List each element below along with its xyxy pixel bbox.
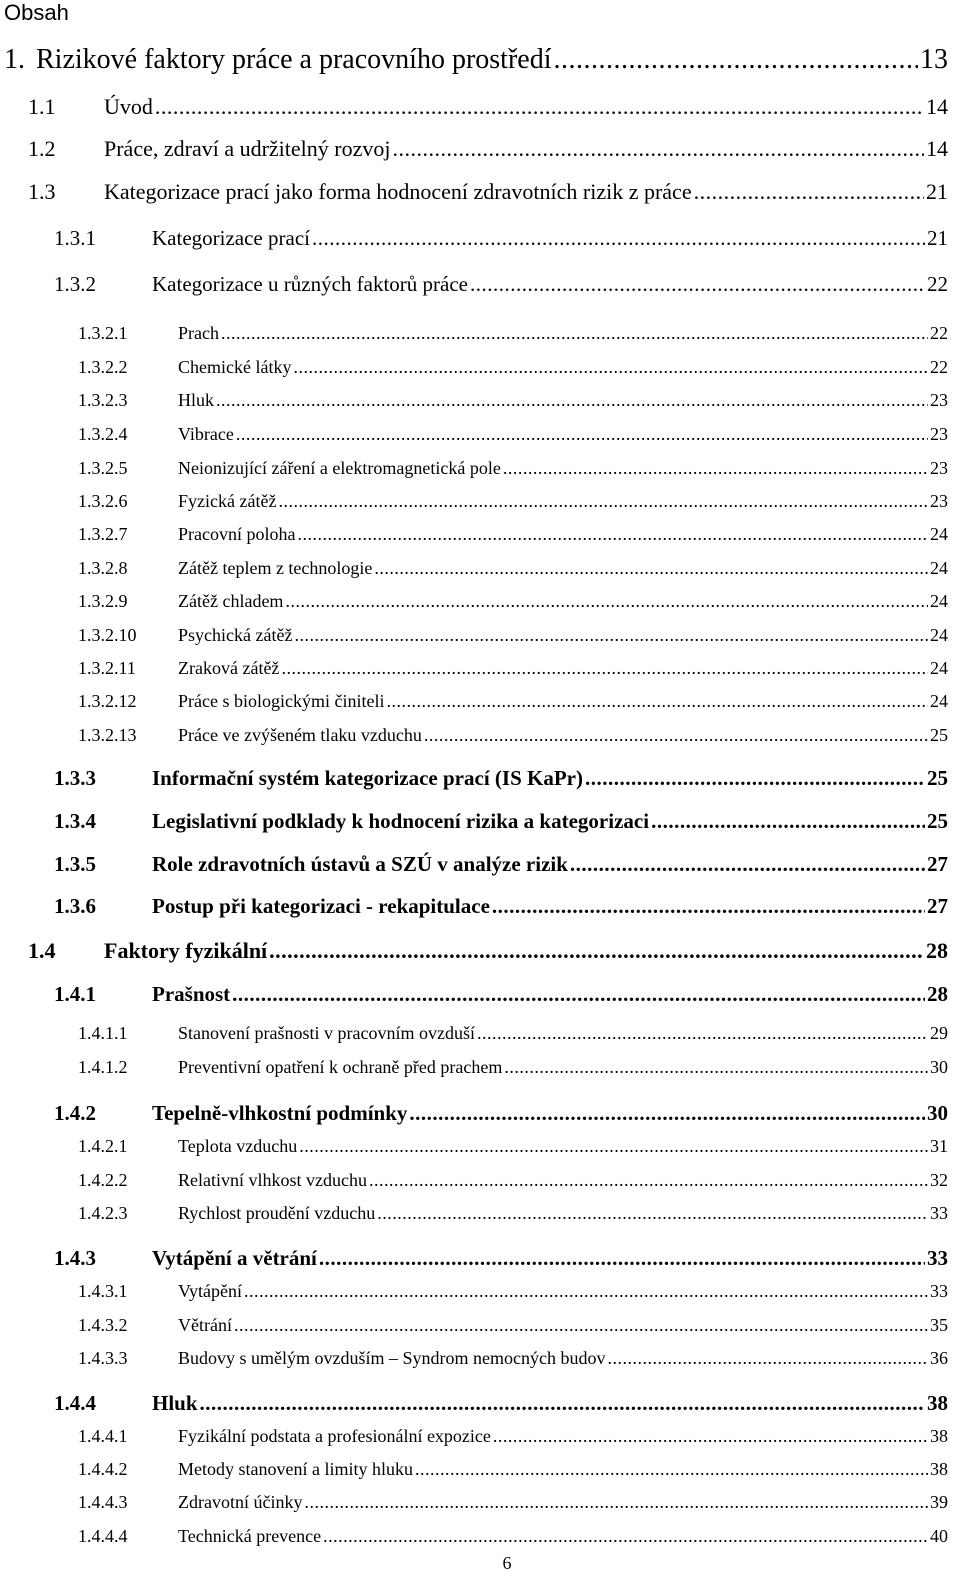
toc-dot-leader <box>377 1202 928 1224</box>
toc-entry-title: Zátěž teplem z technologie <box>178 558 373 578</box>
toc-entry-number: 1.3.2.12 <box>78 691 137 711</box>
toc-entry-page: 21 <box>927 226 948 250</box>
toc-entry-title: Rychlost proudění vzduchu <box>178 1203 376 1223</box>
toc-dot-leader <box>319 1246 925 1271</box>
toc-entry-number: 1.4.2 <box>54 1101 96 1125</box>
toc-dot-leader <box>200 1391 925 1416</box>
toc-entry-title: Práce s biologickými činiteli <box>178 691 385 711</box>
toc-entry-title: Prach <box>178 323 219 343</box>
toc-entry-number: 1.3.6 <box>54 894 96 918</box>
toc-entry-title: Hluk <box>178 390 214 410</box>
toc-dot-leader <box>293 356 928 378</box>
toc-dot-leader <box>216 389 928 411</box>
toc-entry-number: 1.1 <box>28 94 56 119</box>
toc-entry-title: Stanovení prašnosti v pracovním ovzduší <box>178 1023 475 1043</box>
toc-dot-leader <box>323 1525 928 1547</box>
toc-dot-leader <box>607 1347 928 1369</box>
toc-dot-leader <box>294 624 928 646</box>
toc-entry-number: 1.4.3 <box>54 1246 96 1270</box>
toc-entry-title: Prašnost <box>152 982 231 1006</box>
toc-entry-number: 1.4.1.1 <box>78 1023 128 1043</box>
toc-entry-page: 22 <box>930 323 948 343</box>
toc-entry-number: 1.3 <box>28 179 56 204</box>
toc-entry-page: 35 <box>930 1315 948 1335</box>
toc-entry-page: 22 <box>930 357 948 377</box>
toc-entry-title: Legislativní podklady k hodnocení rizika a kategorizaci <box>152 809 650 833</box>
toc-entry-number: 1.3.2.8 <box>78 558 128 578</box>
toc-entry-title: Tepelně-vlhkostní podmínky <box>152 1101 408 1125</box>
toc-dot-leader <box>424 724 928 746</box>
toc-entry-number: 1.4.1 <box>54 982 96 1006</box>
toc-dot-leader <box>244 1280 928 1302</box>
toc-entry-page: 13 <box>920 44 948 75</box>
page-number: 6 <box>502 1553 512 1573</box>
toc-entry-number: 1.4.2.1 <box>78 1136 128 1156</box>
toc-entry-title: Faktory fyzikální <box>104 938 268 963</box>
toc-entry-page: 38 <box>930 1426 948 1446</box>
toc-entry-number: 1.3.2.6 <box>78 491 128 511</box>
toc-dot-leader <box>297 523 928 545</box>
toc-entry-page: 14 <box>926 94 948 119</box>
toc-dot-leader <box>312 226 925 251</box>
toc-dot-leader <box>694 179 924 205</box>
toc-entry-page: 40 <box>930 1526 948 1546</box>
toc-entry-page: 25 <box>927 766 948 790</box>
toc-dot-leader <box>570 852 925 877</box>
toc-entry-page: 23 <box>930 491 948 511</box>
toc-entry-number: 1.3.2.7 <box>78 524 128 544</box>
toc-dot-leader <box>392 136 924 162</box>
toc-dot-leader <box>493 1425 928 1447</box>
toc-entry-title: Budovy s umělým ovzduším – Syndrom nemocných budov <box>178 1348 606 1368</box>
toc-entry-number: 1.4 <box>28 938 56 963</box>
toc-entry-page: 32 <box>930 1170 948 1190</box>
toc-entry-title: Větrání <box>178 1315 232 1335</box>
toc-dot-leader <box>415 1458 928 1480</box>
toc-entry-page: 23 <box>930 424 948 444</box>
toc-dot-leader <box>553 44 918 76</box>
toc-entry-page: 23 <box>930 390 948 410</box>
toc-entry-page: 14 <box>926 136 948 161</box>
toc-dot-leader <box>504 1056 928 1078</box>
toc-dot-leader <box>304 1491 928 1513</box>
toc-entry-title: Preventivní opatření k ochraně před prachem <box>178 1057 503 1077</box>
toc-entry-number: 1.3.3 <box>54 766 96 790</box>
toc-dot-leader <box>299 1135 928 1157</box>
toc-entry-number: 1.4.4.2 <box>78 1459 128 1479</box>
toc-entry-page: 36 <box>930 1348 948 1368</box>
toc-dot-leader <box>651 809 925 834</box>
toc-entry-page: 24 <box>930 558 948 578</box>
toc-entry-title: Chemické látky <box>178 357 292 377</box>
toc-entry-number: 1.3.2.1 <box>78 323 128 343</box>
toc-entry-page: 25 <box>930 725 948 745</box>
toc-entry-page: 27 <box>927 894 948 918</box>
toc-entry-title: Fyzikální podstata a profesionální expozice <box>178 1426 491 1446</box>
toc-entry-number: 1.3.2.13 <box>78 725 137 745</box>
toc-entry-number: 1.4.3.1 <box>78 1281 128 1301</box>
toc-entry-page: 33 <box>930 1281 948 1301</box>
toc-entry-number: 1.4.3.3 <box>78 1348 128 1368</box>
toc-entry-number: 1.3.2.5 <box>78 458 128 478</box>
toc-entry-page: 30 <box>927 1101 948 1125</box>
toc-entry-page: 28 <box>926 938 948 963</box>
toc-entry-number: 1.4.4.1 <box>78 1426 128 1446</box>
toc-entry-title: Zdravotní účinky <box>178 1492 303 1512</box>
toc-entry-number: 1.4.4.3 <box>78 1492 128 1512</box>
toc-dot-leader <box>503 457 928 479</box>
toc-entry-number: 1.3.2.11 <box>78 658 136 678</box>
toc-entry-title: Metody stanovení a limity hluku <box>178 1459 413 1479</box>
toc-entry-title: Vytápění <box>178 1281 242 1301</box>
toc-entry-number: 1.3.1 <box>54 226 96 250</box>
toc-dot-leader <box>374 557 928 579</box>
toc-dot-leader <box>585 766 925 791</box>
toc-entry-title: Pracovní poloha <box>178 524 296 544</box>
toc-entry-number: 1.3.4 <box>54 809 96 833</box>
toc-entry-number: 1.3.2.9 <box>78 591 128 611</box>
toc-entry-title: Role zdravotních ústavů a SZÚ v analýze rizik <box>152 852 568 876</box>
toc-entry-number: 1.3.2 <box>54 272 96 296</box>
toc-entry-title: Vytápění a větrání <box>152 1246 317 1270</box>
toc-dot-leader <box>477 1022 928 1044</box>
toc-entry-page: 25 <box>927 809 948 833</box>
toc-entry-page: 27 <box>927 852 948 876</box>
toc-entry-number: 1.3.2.3 <box>78 390 128 410</box>
toc-entry-page: 33 <box>930 1203 948 1223</box>
toc-entry-number: 1.4.1.2 <box>78 1057 128 1077</box>
toc-entry-number: 1.4.4 <box>54 1391 96 1415</box>
toc-entry-page: 38 <box>927 1391 948 1415</box>
toc-entry-number: 1.4.3.2 <box>78 1315 128 1335</box>
toc-entry-page: 24 <box>930 591 948 611</box>
toc-dot-leader <box>278 490 928 512</box>
toc-dot-leader <box>155 94 924 120</box>
toc-entry-page: 29 <box>930 1023 948 1043</box>
toc-dot-leader <box>492 894 925 919</box>
toc-entry-number: 1.4.2.2 <box>78 1170 128 1190</box>
toc-dot-leader <box>221 322 928 344</box>
toc-entry-number: 1.3.2.4 <box>78 424 128 444</box>
toc-entry-number: 1.4.4.4 <box>78 1526 128 1546</box>
toc-entry-page: 28 <box>927 982 948 1006</box>
toc-entry-page: 38 <box>930 1459 948 1479</box>
toc-dot-leader <box>409 1101 925 1126</box>
toc-entry-title: Práce, zdraví a udržitelný rozvoj <box>104 136 391 161</box>
toc-entry-page: 24 <box>930 625 948 645</box>
toc-entry-title: Kategorizace prací <box>152 226 310 250</box>
toc-entry-title: Hluk <box>152 1391 198 1415</box>
toc-entry-title: Relativní vlhkost vzduchu <box>178 1170 367 1190</box>
toc-entry-page: 24 <box>930 658 948 678</box>
toc-entry-title: Fyzická zátěž <box>178 491 277 511</box>
toc-dot-leader <box>281 657 928 679</box>
toc-entry-number: 1.3.2.2 <box>78 357 128 377</box>
toc-entry-page: 23 <box>930 458 948 478</box>
toc-entry-title: Neionizující záření a elektromagnetická pole <box>178 458 501 478</box>
page-title: Obsah <box>4 0 69 25</box>
toc-dot-leader <box>369 1169 928 1191</box>
toc-entry-page: 33 <box>927 1246 948 1270</box>
toc-entry-title: Teplota vzduchu <box>178 1136 298 1156</box>
toc-entry-page: 39 <box>930 1492 948 1512</box>
toc-entry-number: 1.3.5 <box>54 852 96 876</box>
toc-entry-number: 1.3.2.10 <box>78 625 137 645</box>
toc-entry-page: 24 <box>930 524 948 544</box>
toc-dot-leader <box>236 423 928 445</box>
toc-dot-leader <box>285 590 928 612</box>
toc-entry-title: Informační systém kategorizace prací (IS KaPr) <box>152 766 583 790</box>
toc-dot-leader <box>269 938 924 964</box>
toc-entry-page: 24 <box>930 691 948 711</box>
toc-dot-leader <box>470 272 925 297</box>
toc-entry-title: Kategorizace u různých faktorů práce <box>152 272 468 296</box>
toc-dot-leader <box>232 982 925 1007</box>
toc-entry-title: Vibrace <box>178 424 234 444</box>
toc-entry-title: Psychická zátěž <box>178 625 293 645</box>
toc-entry-title: Zátěž chladem <box>178 591 284 611</box>
toc-entry-number: 1. <box>4 44 25 75</box>
toc-entry-title: Technická prevence <box>178 1526 322 1546</box>
toc-entry-page: 21 <box>926 179 948 204</box>
toc-entry-title: Práce ve zvýšeném tlaku vzduchu <box>178 725 422 745</box>
toc-entry-title: Kategorizace prací jako forma hodnocení zdravotních rizik z práce <box>104 179 692 204</box>
toc-dot-leader <box>234 1314 928 1336</box>
toc-entry-title: Úvod <box>104 94 153 119</box>
toc-entry-title: Zraková zátěž <box>178 658 280 678</box>
toc-entry-page: 22 <box>927 272 948 296</box>
toc-entry-number: 1.2 <box>28 136 56 161</box>
toc-dot-leader <box>386 690 928 712</box>
toc-entry-title: Rizikové faktory práce a pracovního prostředí <box>36 44 552 75</box>
toc-entry-page: 30 <box>930 1057 948 1077</box>
toc-entry-page: 31 <box>930 1136 948 1156</box>
toc-entry-title: Postup při kategorizaci - rekapitulace <box>152 894 490 918</box>
toc-entry-number: 1.4.2.3 <box>78 1203 128 1223</box>
